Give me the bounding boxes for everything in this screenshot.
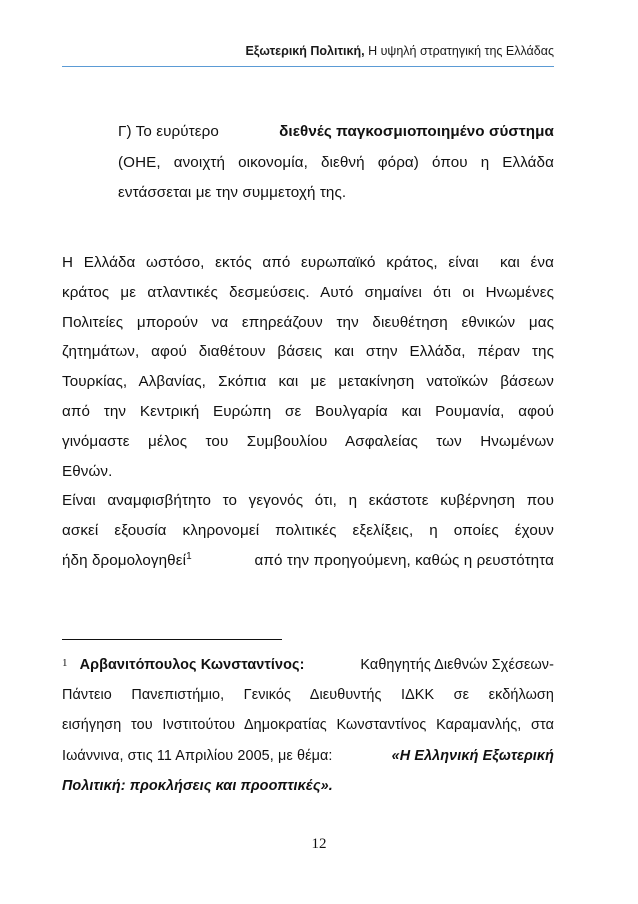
footnote-topic: «Η Ελληνική Εξωτερική	[391, 747, 554, 764]
footnote-line-5	[62, 771, 554, 801]
running-header	[62, 44, 554, 58]
item-g-line-3: εντάσσεται με την συμμετοχή της.	[118, 184, 347, 201]
footnote-line-2: Πάντειο Πανεπιστήμιο, Γενικός Διευθυντής ΙΔΚΚ σε εκδήλωση	[62, 687, 554, 704]
body-line: ζητημάτων, αφού διαθέτουν βάσεις και στην Ελλάδα, πέραν της	[62, 343, 554, 361]
body-line: από την Κεντρική Ευρώπη σε Βουλγαρία και Ρουμανία, αφού	[62, 402, 554, 420]
body-line: κράτος με ατλαντικές δεσμεύσεις. Αυτό σημαίνει ότι οι Ηνωμένες	[62, 283, 554, 301]
item-g-line-1	[118, 117, 554, 148]
body-line: Τουρκίας, Αλβανίας, Σκόπια και με μετακίνηση νατοϊκών βάσεων	[62, 373, 554, 391]
body-line: Εθνών.	[62, 462, 113, 480]
footnote-rule	[62, 639, 282, 640]
footnote-line-1: $^1$ Αρβανιτόπουλος Κωνσταντίνος: Καθηγητής Διεθνών Σχέσεων-	[62, 657, 554, 673]
item-g-line-2: (ΟΗΕ, ανοιχτή οικονομία, διεθνή φόρα) όπου η Ελλάδα	[118, 153, 554, 171]
item-g	[118, 117, 554, 209]
footnote-mark: 1	[62, 657, 68, 669]
item-g-prefix: Γ) Το ευρύτερο	[118, 123, 224, 140]
item-g-bold: διεθνές παγκοσμιοποιημένο σύστημα	[279, 123, 554, 140]
footnote-line-3: εισήγηση του Ινστιτούτου Δημοκρατίας Κωνσταντίνος Καραμανλής, στα	[62, 717, 554, 734]
header-bold: Εξωτερική Πολιτική,	[245, 44, 365, 58]
body-line: γινόμαστε μέλος του Συμβουλίου Ασφαλείας των Ηνωμένων	[62, 432, 554, 450]
header-rest: Η υψηλή στρατηγική της Ελλάδας	[364, 44, 554, 58]
footnote	[62, 650, 554, 801]
footnote-line-4: Ιωάννινα, στις 11 Απριλίου 2005, με θέμα: «Η Ελληνική Εξωτερική	[62, 747, 554, 764]
page-number: 12	[311, 836, 327, 852]
header-rule	[62, 66, 554, 67]
body-line-last: ήδη δρομολογηθεί$^1$ από την προηγούμενη, καθώς η ρευστότητα	[62, 546, 554, 576]
body-line: Είναι αναμφισβήτητο το γεγονός ότι, η εκάστοτε κυβέρνηση που	[62, 492, 554, 510]
footnote-ref[interactable]: 1	[186, 550, 192, 562]
body-line: Πολιτείες μπορούν να επηρεάζουν την διευθέτηση εθνικών μας	[62, 313, 554, 331]
body-line: ασκεί εξουσία κληρονομεί πολιτικές εξελίξεις, η οποίες έχουν	[62, 522, 554, 540]
body-line: Η Ελλάδα ωστόσο, εκτός από ευρωπαϊκό κράτος, είναι και ένα	[62, 254, 554, 271]
body-paragraphs	[62, 248, 554, 576]
footnote-topic-cont: Πολιτική: προκλήσεις και προοπτικές».	[62, 777, 333, 794]
footnote-author: Αρβανιτόπουλος Κωνσταντίνος:	[79, 657, 305, 673]
footnote-anchor-text: ήδη δρομολογηθεί$^1$	[62, 550, 192, 569]
